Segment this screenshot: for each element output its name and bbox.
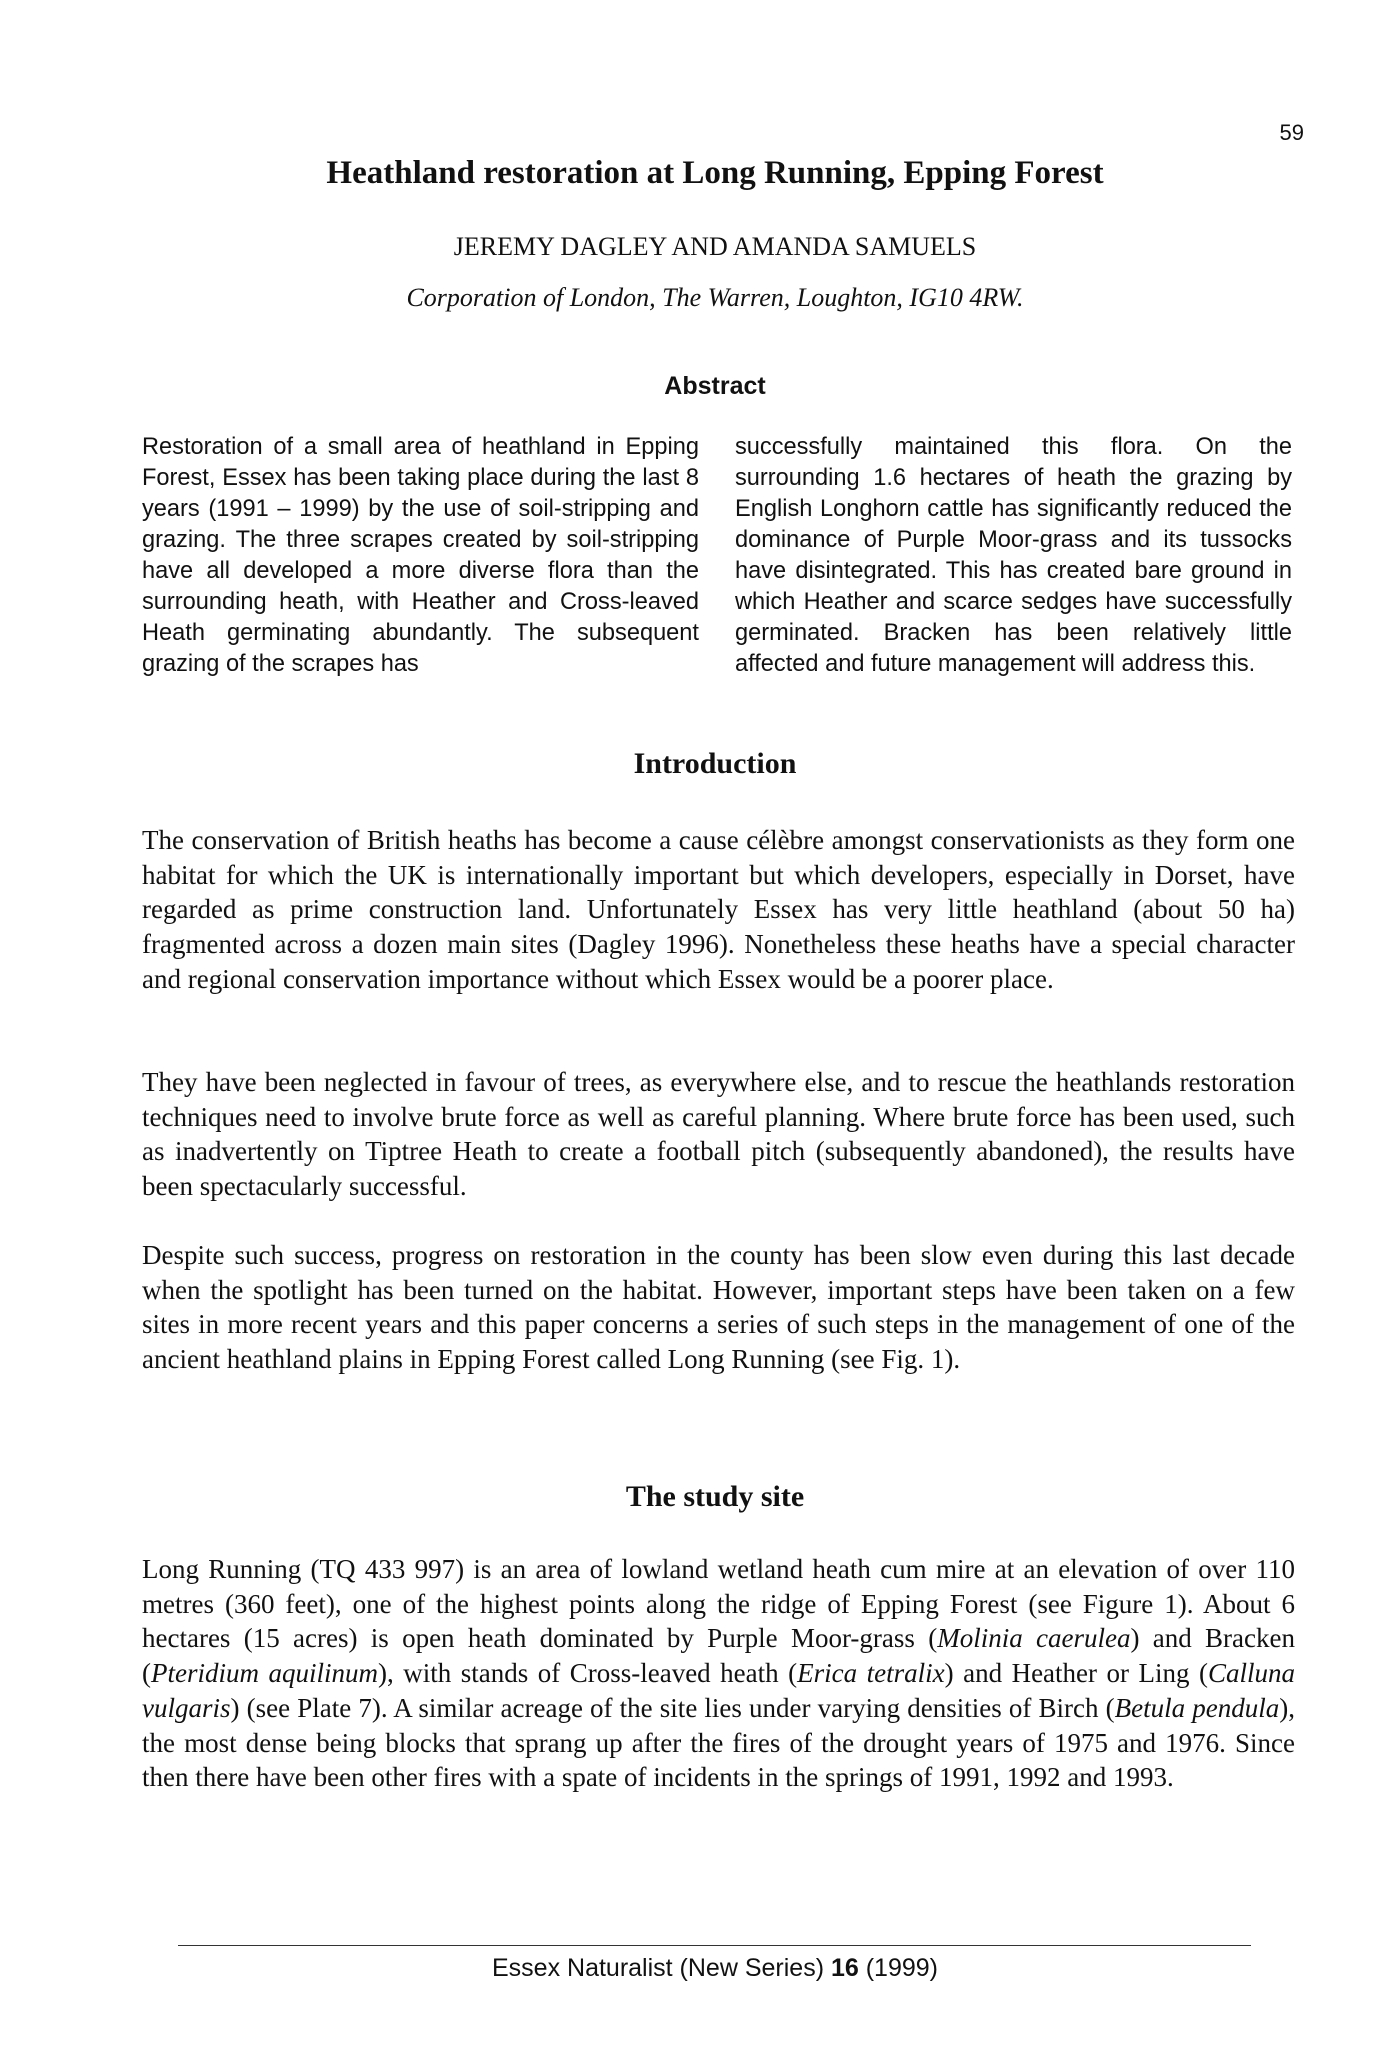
abstract-right-column: successfully maintained this flora. On the surrounding 1.6 hectares of heath the grazing by English Longhorn cattle has significantly reduced the dominance of Purple Moor-grass and its tussocks have disintegrated. This has created bare ground in which Heather and scarce sedges have successfully germinated. Bracken has been relatively little affected and future management will address this. (735, 434, 1292, 677)
volume-number: 16 (830, 1954, 859, 1982)
authors: JEREMY DAGLEY AND AMANDA SAMUELS (453, 232, 977, 261)
species-name: Betula pendula (1114, 1692, 1280, 1723)
species-name: Erica tetralix (797, 1658, 945, 1689)
species-name: Pteridium aquilinum (151, 1658, 378, 1689)
species-name: Calluna vulgaris (142, 1658, 1296, 1723)
abstract-left-column: Restoration of a small area of heathland in Epping Forest, Essex has been taking place during the last 8 years (1991 – 1999) by the use of soil-stripping and grazing. The three scrapes created by soil-stripping have all developed a more diverse flora than the surrounding heath, with Heather and Cross-leaved Heath germinating abundantly. The subsequent grazing of the scrapes has (142, 434, 699, 677)
footer-divider (178, 1945, 1251, 1946)
intro-paragraph-1: The conservation of British heaths has become a cause célèbre amongst conservationists as they form one habitat for which the UK is internationally important but which developers, especially in Dorset, have regarded as prime construction land. Unfortunately Essex has very little heathland (about 50 ha) fragmented across a dozen main sites (Dagley 1996). Nonetheless these heaths have a special character and regional conservation importance without which Essex would be a poorer place. (142, 825, 1295, 994)
intro-paragraph-2: They have been neglected in favour of trees, as everywhere else, and to rescue the heathlands restoration techniques need to involve brute force as well as careful planning. Where brute force has been used, such as inadvertently on Tiptree Heath to create a football pitch (subsequently abandoned), the results have been spectacularly successful. (142, 1067, 1295, 1202)
study-site-paragraph: Long Running (TQ 433 997) is an area of lowland wetland heath cum mire at an elevation of over 110 metres (360 feet), one of the highest points along the ridge of Epping Forest (see Figure 1). About 6 hectares (15 acres) is open heath dominated by Purple Moor-grass (Molinia caerulea) and Bracken (Pteridium aquilinum), with stands of Cross-leaved heath (Erica tetralix) and Heather or Ling (Calluna vulgaris) (see Plate 7). A similar acreage of the site lies under varying densities of Birch (Betula pendula), the most dense being blocks that sprang up after the fires of the drought years of 1975 and 1976. Since then there have been other fires with a spate of incidents in the springs of 1991, 1992 and 1993. (142, 1554, 1296, 1793)
affiliation: Corporation of London, The Warren, Loughton, IG10 4RW. (406, 283, 1024, 312)
species-name: Molinia caerulea (937, 1623, 1131, 1654)
page-number: 59 (1279, 120, 1304, 145)
intro-paragraph-3: Despite such success, progress on restoration in the county has been slow even during this last decade when the spotlight has been turned on the habitat. However, important steps have been taken on a few sites in more recent years and this paper concerns a series of such steps in the management of one of the ancient heathland plains in Epping Forest called Long Running (see Fig. 1). (142, 1240, 1295, 1375)
footer-citation: Essex Naturalist (New Series) 16 (1999) (491, 1954, 938, 1982)
study-site-heading: The study site (625, 1480, 805, 1513)
abstract-heading: Abstract (664, 372, 766, 400)
introduction-heading: Introduction (633, 747, 797, 780)
article-title: Heathland restoration at Long Running, Epping Forest (326, 155, 1104, 191)
